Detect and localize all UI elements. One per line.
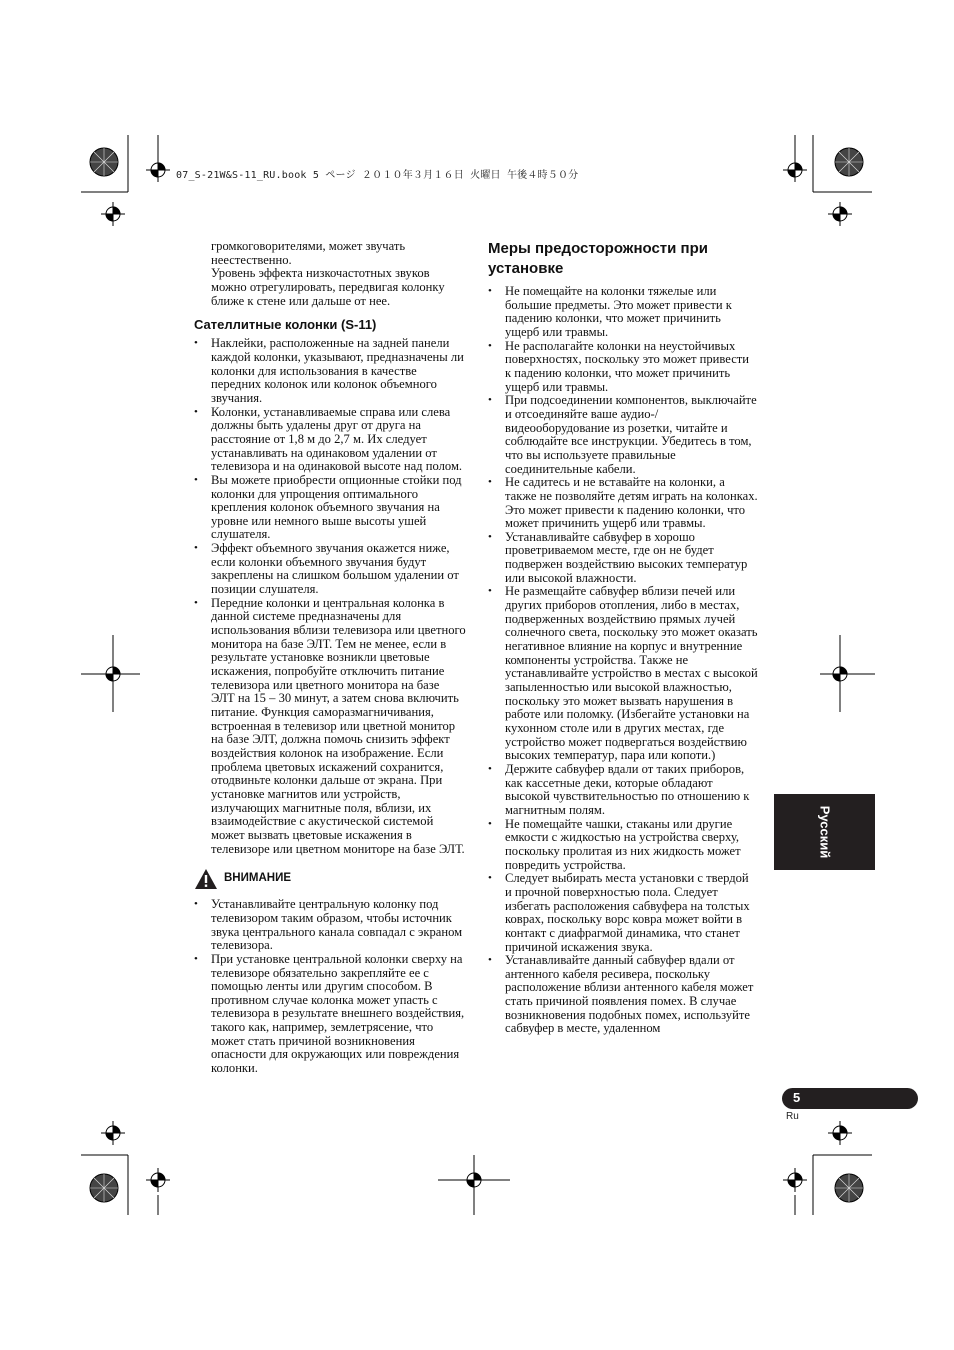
list-item: • Держите сабвуфер вдали от таких приборов, как кассетные деки, которые обладают высокой чувствительностью по отношению к магнитным полям.: [488, 763, 758, 818]
list-item: • При установке центральной колонки сверху на телевизоре обязательно закрепляйте ее с помощью ленты или другим способом. В противном случае колонка может упасть с телевизора в результате внешнего воздействия, такого как, например, землетрясение, что может стать причиной возникновения опасности для окружающих или повреждения колонки.: [194, 953, 466, 1076]
list-item: • Не размещайте сабвуфер вблизи печей или других приборов отопления, либо в местах, подверженных воздействию прямых лучей солнечного света, поскольку это может оказать негативное влияние на корпус и внутренние компоненты устройства. Также не устанавливайте устройство в местах с высокой запыленностью или высокой влажностью, поскольку это может вызвать нарушения в работе или поломку. (Избегайте установки на кухонном столе или в других местах, где устройство может подвергаться воздействию высоких температур, пара или копоти.): [488, 585, 758, 763]
left-column: [194, 240, 466, 1076]
caution-label: ВНИМАНИЕ: [224, 872, 292, 885]
language-tab-label: Русский: [817, 805, 832, 859]
list-item: • Не располагайте колонки на неустойчивых поверхностях, поскольку это может привести к падению колонки, что может причинить ущерб или травмы.: [488, 340, 758, 395]
list-item: • Устанавливайте сабвуфер в хорошо проветриваемом месте, где он не будет подвержен воздействию высоких температур или высокой влажности.: [488, 531, 758, 586]
list-item: • Передние колонки и центральная колонка в данной системе предназначены для использования вблизи телевизора или цветного монитора на базе ЭЛТ. Тем не менее, если в результате установке возникли цветовые искажения, попробуйте отключить питание телевизора или цветного монитора на базе ЭЛТ на 15 – 30 минут, а затем снова включить питание. Функция саморазмагничивания, встроенная в телевизор или цветной монитор на базе ЭЛТ, должна помочь снизить эффект воздействия колонок на изображение. Если проблема цветовых искажений сохранится, отодвиньте колонки дальше от экрана. При установке магнитов или устройств, излучающих магнитные поля, вблизи, их взаимодействие с акустической системой может вызвать цветовые искажения в телевизоре или цветном мониторе на базе ЭЛТ.: [194, 597, 466, 856]
list-item: • При подсоединении компонентов, выключайте и отсоединяйте ваше аудио-/ видеооборудование из розетки, читайте и соблюдайте все инструкции. Убедитесь в том, что вы используете правильные соединительные кабели.: [488, 394, 758, 476]
caution-heading: [194, 868, 466, 890]
list-item: • Устанавливайте центральную колонку под телевизором таким образом, чтобы источник звука центрального канала совпадал с экраном телевизора.: [194, 898, 466, 953]
continuation-line: громкоговорителями, может звучать: [211, 239, 406, 253]
right-column: [488, 239, 758, 1036]
page-number-badge: [782, 1088, 918, 1109]
book-header-line: 07_S-21W&S-11_RU.book 5 ページ ２０１０年３月１６日 火曜日 午後４時５０分: [176, 170, 579, 181]
continuation-line: Уровень эффекта низкочастотных звуков: [211, 266, 430, 281]
caution-bullet-list: [194, 898, 466, 1076]
page-number: 5: [793, 1090, 801, 1105]
continuation-line: можно отрегулировать, передвигая колонку: [211, 279, 445, 294]
list-item: • Наклейки, расположенные на задней панели каждой колонки, указывают, предназначены ли колонки для использования в качестве передних колонок или колонок объемного звучания.: [194, 337, 466, 405]
list-item: • Следует выбирать места установки с твердой и прочной поверхностью пола. Следует избегать расположения сабвуфера на толстых коврах, поскольку ворс ковра может войти в контакт с диафрагмой динамика, что станет причиной искажения звука.: [488, 872, 758, 954]
precautions-bullet-list: [488, 285, 758, 1036]
satellite-bullet-list: [194, 337, 466, 856]
language-tab: [774, 794, 875, 870]
list-item: • Колонки, устанавливаемые справа или слева должны быть удалены друг от друга на расстояние от 1,8 м до 2,7 м. Их следует устанавливать на одинаковом удалении от телевизора и на одинаковой высоте над полом.: [194, 406, 466, 474]
continuation-line: ближе к стене или дальше от нее.: [211, 293, 391, 308]
list-item: • Вы можете приобрести опционные стойки под колонки для упрощения оптимального крепления колонок объемного звучания на уровне или немного выше высоты ушей слушателя.: [194, 474, 466, 542]
list-item: • Эффект объемного звучания окажется ниже, если колонки объемного звучания будут закреплены на слишком большом удалении от позиции слушателя.: [194, 542, 466, 597]
list-item: • Не помещайте на колонки тяжелые или большие предметы. Это может привести к падению колонки, что может причинить ущерб или травмы.: [488, 285, 758, 340]
list-item: • Не садитесь и не вставайте на колонки, а также не позволяйте детям играть на колонках. Это может привести к падению колонки, что может причинить ущерб или травмы.: [488, 476, 758, 531]
warning-triangle-icon: [194, 868, 218, 890]
list-item: • Не помещайте чашки, стаканы или другие емкости с жидкостью на устройства сверху, поскольку пролитая из них жидкость может повредить устройства.: [488, 818, 758, 873]
list-item: • Устанавливайте данный сабвуфер вдали от антенного кабеля ресивера, поскольку расположение вблизи антенного кабеля может стать причиной появления помех. В случае возникновения подобных помех, используйте сабвуфер в месте, удаленном: [488, 954, 758, 1036]
page-language-code: Ru: [786, 1111, 799, 1122]
satellite-speakers-heading: Сателлитные колонки (S-11): [194, 317, 377, 333]
continuation-text: [194, 240, 466, 308]
section-title: Меры предосторожности при установке: [488, 240, 708, 277]
continuation-line: неестественно.: [211, 252, 292, 267]
